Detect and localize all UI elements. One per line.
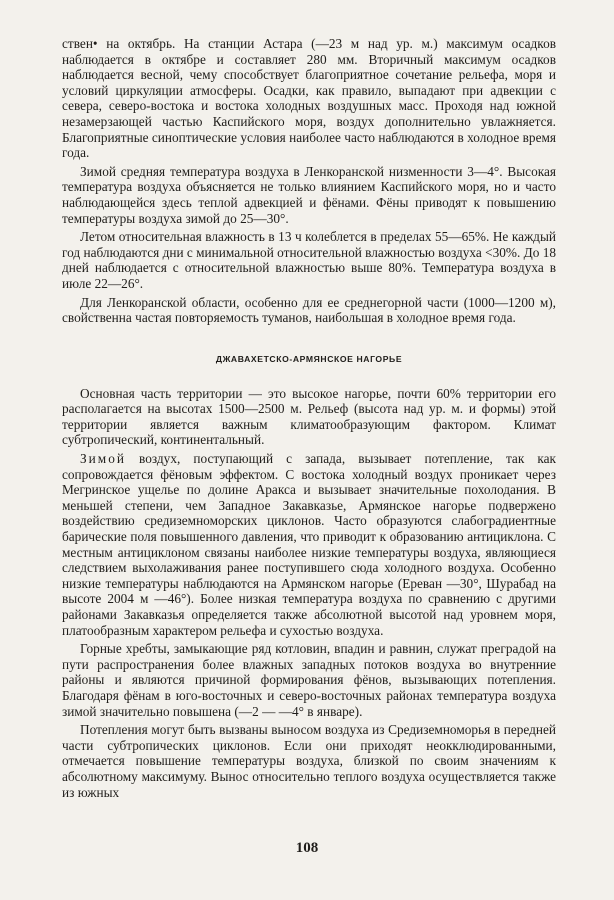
paragraph-precipitation: ствен• на октябрь. На станции Астара (—23 м над ур. м.) максимум осадков наблюдается в октябре и составляет 280 мм. Вторичный максимум осадков наблюдается весной, чему способствует благоприятное сочетание рельефа, моря и условий циркуляции атмосферы. Осадки, как правило, выпадают при адвекции с севера, северо-востока и востока холодных воздушных масс. Проходя над южной незамерзающей частью Каспийского моря, воздух дополнительно увлажняется. Благоприятные синоптические условия наиболее часто наблюдаются в холодное время года. [62, 36, 556, 161]
paragraph-winter-temperature: Зимой средняя температура воздуха в Ленкоранской низменности 3—4°. Высокая температура воздуха объясняется не только влиянием Каспийского моря, но и часто наблюдающейся здесь теплой адвекцией и фёнами. Фёны приводят к повышению температуры воздуха зимой до 25—30°. [62, 163, 556, 226]
paragraph-summer-humidity: Летом относительная влажность в 13 ч колеблется в пределах 55—65%. Не каждый год наблюдаются дни с минимальной относительной влажностью воздуха <30%. До 18 дней наблюдается с относительной влажностью выше 80%. Температура воздуха в июле 22—26°. [62, 229, 556, 291]
paragraph-fog: Для Ленкоранской области, особенно для ее среднегорной части (1000—1200 м), свойственна частая повторяемость туманов, наибольшая в холодное время года. [62, 294, 556, 326]
paragraph-mountain-ridges: Горные хребты, замыкающие ряд котловин, впадин и равнин, служат преградой на пути распространения более влажных западных потоков воздуха во внутренние районы и являются причиной формирования фёнов, вызывающих потепления. Благодаря фёнам в юго-восточных и северо-восточных районах температура воздуха зимой значительно повышена (—2 — —4° в январе). [62, 641, 556, 719]
paragraph-winter-air [62, 451, 556, 638]
spaced-lead-word: Зимой [80, 451, 126, 467]
paragraph-winter-air-text: воздух, поступающий с запада, вызывает потепление, так как сопровождается фёновым эффектом. С востока холодный воздух проникает через Мегринское ущелье по долине Аракса и вызывает значительные похолодания. В меньшей степени, чем Западное Закавказье, Армянское нагорье подвержено воздействию средиземноморских циклонов. Часто образуются слабоградиентные барические поля повышенного давления, что приводит к образованию антициклона. С местным антициклоном связаны наиболее низкие температуры воздуха, являющиеся следствием выхолаживания ранее поступившего сюда холодного воздуха. Особенно низкие температуры наблюдаются на Армянском нагорье (Ереван —30°, Шурабад на высоте 2004 м —46°). Более низкая температура воздуха по сравнению с другими районами Закавказья определяется также абсолютной высотой над уровнем моря, платообразным характером рельефа и сухостью воздуха. [62, 451, 556, 638]
section-heading: ДЖАВАХЕТСКО-АРМЯНСКОЕ НАГОРЬЕ [215, 353, 403, 364]
paragraph-warming: Потепления могут быть вызваны выносом воздуха из Средиземноморья в передней части субтропических циклонов. Если они приходят неокклюдированными, отмечается повышение температуры воздуха, близкой по своим значениям к абсолютному максимуму. Вынос относительно теплого воздуха осуществляется также из южных [62, 722, 556, 800]
text-column [62, 36, 556, 800]
paragraph-territory: Основная часть территории — это высокое нагорье, почти 60% территории его располагается на высотах 1500—2500 м. Рельеф (высота над ур. м. и формы) этой территории является важным климатообразующим фактором. Климат субтропический, континентальный. [62, 385, 556, 448]
page-number: 108 [295, 840, 319, 856]
